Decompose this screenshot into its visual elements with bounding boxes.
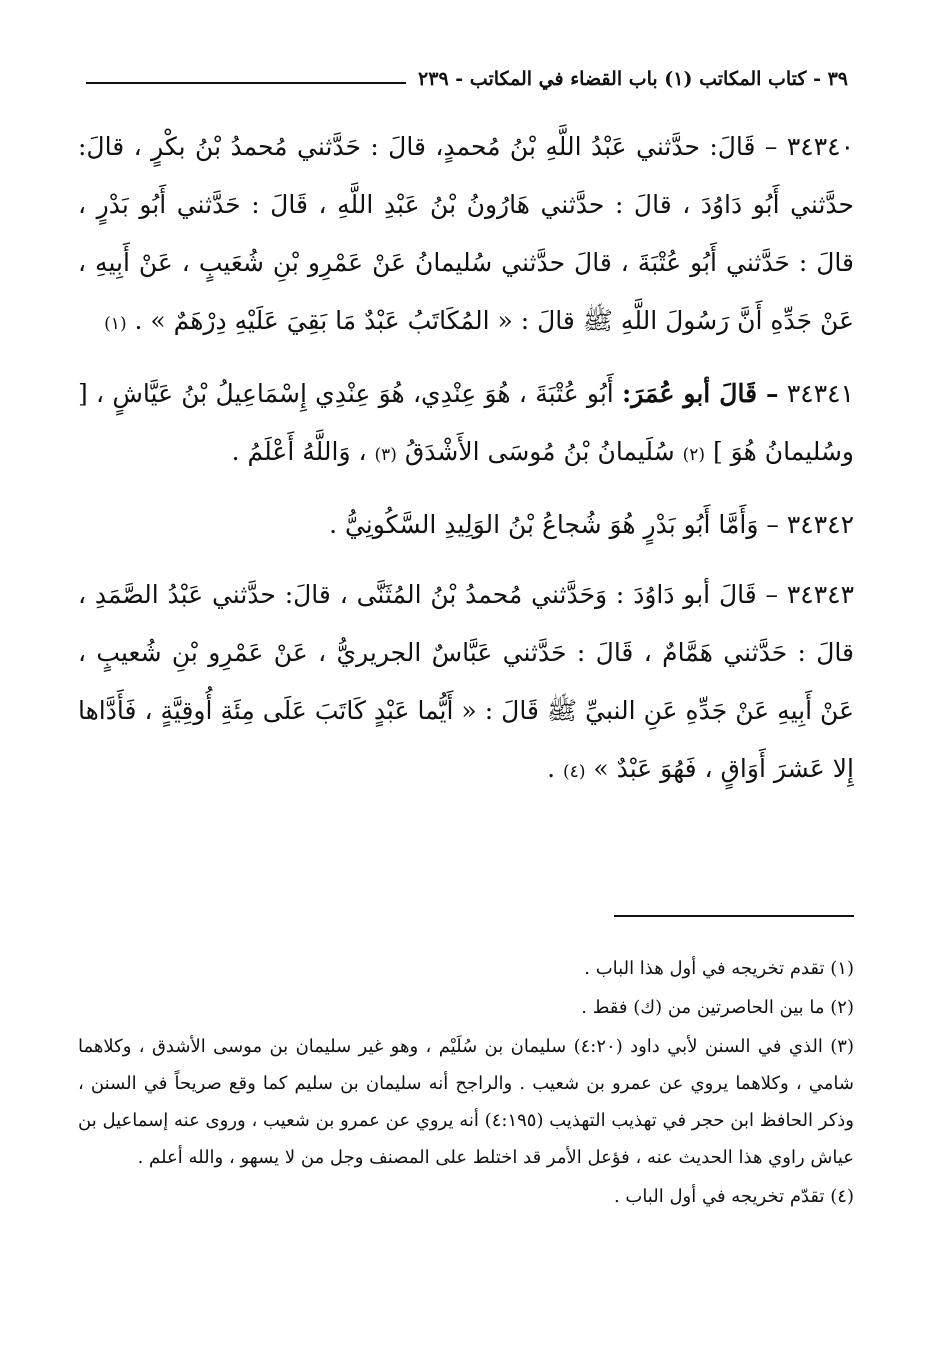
hadith-text-end: ، وَاللَّهُ أَعْلَمُ . — [231, 437, 375, 466]
hadith-number: ٣٤٣٤٢ — [786, 510, 854, 539]
hadith-text-continued: سُلَيمانُ بْنُ مُوسَى الأَشْدَقُ — [396, 437, 683, 466]
footnotes — [78, 950, 854, 1215]
hadith-lead: – قَالَ أبو عُمَرَ: — [622, 379, 779, 408]
footnote-3: (٣) الذي في السنن لأبي داود (٤:٢٠) سليمان بن سُلَيْم ، وهو غير سليمان بن موسى الأشدق ، وكلاهما شامي ، وكلاهما يروي عن عمرو بن شعيب . والراجح أنه سليمان بن سليم كما وقع صريحاً في السنن ، وذكر الحافظ ابن حجر في تهذيب التهذيب (٤:١٩٥) أنه يروي عن عمرو بن شعيب ، وروى عنه إسماعيل بن عياش راوي هذا الحديث عنه ، فؤعل الأمر قد اختلط على المصنف وجل من لا يسهو ، والله أعلم . — [78, 1036, 854, 1168]
hadith-number: ٣٤٣٤١ — [786, 379, 854, 408]
hadith-34340 — [78, 118, 854, 353]
hadith-text-end: . — [547, 754, 564, 783]
footnote-separator — [614, 915, 854, 917]
hadith-34342 — [78, 496, 854, 554]
hadith-text: – قَالَ: حدَّثني عَبْدُ اللَّهِ بْنُ مُحمدٍ، قالَ : حَدَّثني مُحمدُ بْنُ بكْرٍ ، قالَ: حدَّثني أَبُو دَاوُدَ ، قالَ : حدَّثني هَارُونُ بْنُ عَبْدِ اللَّهِ ، قَالَ : حَدَّثني أَبُو بَدْرٍ ، قالَ : حَدَّثني أَبُو عُتْبَةَ ، قالَ حدَّثني سُليمانُ عَنْ عَمْرِو بْنِ شُعَيبٍ ، عَنْ أَبِيهِ ، عَنْ جَدِّهِ أَنَّ رَسُولَ اللَّهِ ﷺ قالَ : « المُكَاتَبُ عَبْدٌ مَا بَقِيَ عَلَيْهِ دِرْهَمٌ » . — [78, 132, 854, 335]
hadith-number: ٣٤٣٤٠ — [786, 132, 855, 161]
header-rule — [86, 82, 406, 84]
hadith-text: أَبُو عُتْبَةَ ، هُوَ عِنْدِي، هُوَ عِنْدِي إِسْمَاعِيلُ بْنُ عَيَّاشٍ ، [ وسُليمانُ هُوَ ] — [78, 379, 854, 466]
running-header — [86, 62, 848, 96]
hadith-text: – وَأَمَّا أَبُو بَدْرٍ هُوَ شُجاعُ بْنُ الوَلِيدِ السَّكُونِيُّ . — [329, 510, 779, 539]
footnote-2: (٢) ما بين الحاصرتين من (ك) فقط . — [581, 997, 854, 1018]
footnote-mark[interactable]: (٢) — [682, 445, 706, 465]
footnote-mark[interactable]: (١) — [104, 314, 127, 334]
footnote-4: (٤) تقدّم تخريجه في أول الباب . — [613, 1186, 854, 1207]
footnote-mark[interactable]: (٤) — [563, 762, 586, 782]
footnote-1: (١) تقدم تخريجه في أول هذا الباب . — [584, 958, 854, 979]
hadith-34341 — [78, 365, 854, 484]
hadith-text: – قَالَ أبو دَاوُدَ : وَحَدَّثني مُحمدُ بْنُ المُثَنَّى ، قالَ: حدَّثني عَبْدُ الصَّمَدِ ، قالَ : حَدَّثني هَمَّامٌ ، قَالَ : حَدَّثني عَبَّاسٌ الجريريُّ ، عَنْ عَمْرِو بْنِ شُعيبٍ ، عَنْ أَبِيهِ عَنْ جَدِّهِ عَنِ النبيِّ ﷺ قَالَ : « أَيُّما عَبْدٍ كَاتَبَ عَلَى مِئَةِ أُوقِيَّةٍ ، فَأَدَّاها إِلا عَشرَ أَوَاقٍ ، فَهُوَ عَبْدٌ » — [78, 580, 854, 783]
hadith-34343 — [78, 566, 854, 801]
main-text — [78, 118, 854, 813]
footnote-mark[interactable]: (٣) — [374, 445, 397, 465]
hadith-number: ٣٤٣٤٣ — [786, 580, 854, 609]
header-title: ٣٩ - كتاب المكاتب (١) باب القضاء في المكاتب - ٢٣٩ — [418, 68, 848, 90]
